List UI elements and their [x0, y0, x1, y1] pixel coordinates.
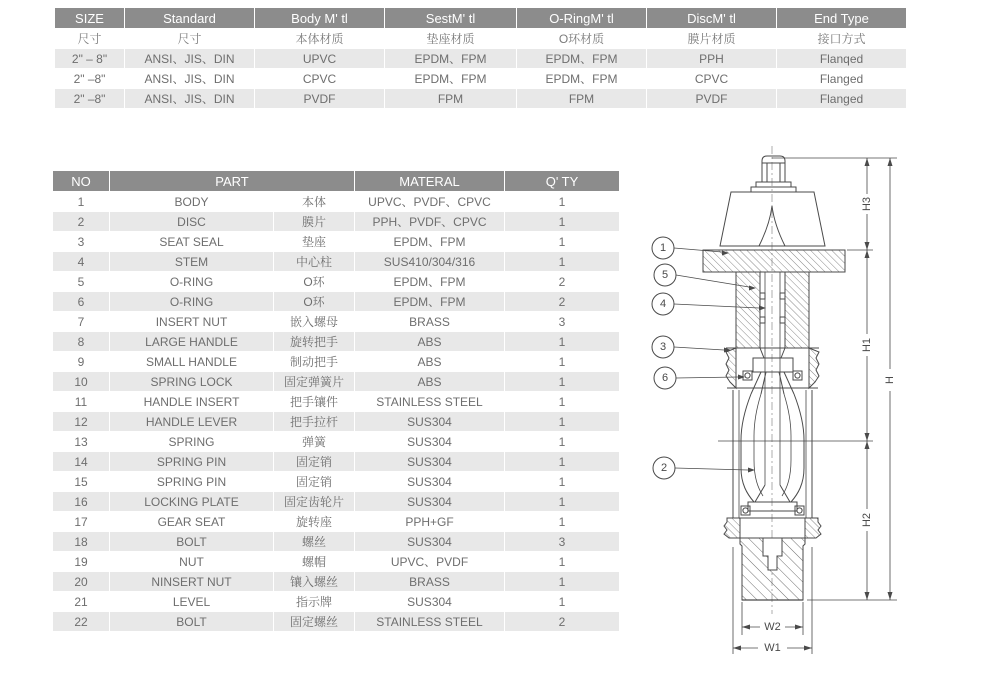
parts-cell: 19: [53, 552, 109, 571]
parts-row: [53, 592, 619, 611]
parts-cell: 螺丝: [274, 532, 354, 551]
callout-3-number: 3: [659, 341, 667, 353]
spec-col-header-cn: 尺寸: [55, 29, 124, 48]
parts-cell: 8: [53, 332, 109, 351]
dim-label-h1: H1: [861, 337, 873, 353]
parts-cell: HANDLE LEVER: [110, 412, 273, 431]
parts-cell: 把手拉杆: [274, 412, 354, 431]
parts-cell: 1: [505, 252, 619, 271]
parts-cell: 镶入螺丝: [274, 572, 354, 591]
parts-cell: 15: [53, 472, 109, 491]
spec-col-header-cn: 尺寸: [125, 29, 254, 48]
parts-cell: ABS: [355, 332, 504, 351]
spec-cell: FPM: [385, 89, 516, 108]
parts-cell: HANDLE INSERT: [110, 392, 273, 411]
spec-col-header: O-RingM' tl: [517, 8, 646, 28]
parts-col-header-qty: Q' TY: [505, 171, 619, 191]
parts-cell: 膜片: [274, 212, 354, 231]
parts-table-body: [53, 171, 619, 631]
spec-row: [55, 49, 906, 68]
parts-cell: DISC: [110, 212, 273, 231]
parts-col-header-material: MATERAL: [355, 171, 504, 191]
parts-cell: EPDM、FPM: [355, 232, 504, 251]
parts-cell: SMALL HANDLE: [110, 352, 273, 371]
dim-label-h: H: [884, 376, 896, 384]
parts-cell: PPH、PVDF、CPVC: [355, 212, 504, 231]
parts-cell: 制动把手: [274, 352, 354, 371]
parts-cell: 11: [53, 392, 109, 411]
spec-cell: FPM: [517, 89, 646, 108]
parts-cell: 垫座: [274, 232, 354, 251]
parts-cell: BOLT: [110, 612, 273, 631]
callout-2-number: 2: [660, 462, 668, 474]
spec-row: [55, 69, 906, 88]
parts-cell: 22: [53, 612, 109, 631]
parts-row: [53, 432, 619, 451]
parts-cell: 固定弹簧片: [274, 372, 354, 391]
parts-cell: 1: [505, 432, 619, 451]
spec-cell: 2" – 8": [55, 49, 124, 68]
parts-col-header-no: NO: [53, 171, 109, 191]
spec-cell: Flanged: [777, 69, 906, 88]
parts-cell: 1: [505, 332, 619, 351]
parts-row: [53, 292, 619, 311]
parts-row: [53, 412, 619, 431]
spec-col-header: SestM' tl: [385, 8, 516, 28]
spec-col-header: DiscM' tl: [647, 8, 776, 28]
dim-label-w1: W1: [764, 642, 781, 654]
callout-5: [654, 264, 676, 286]
spec-cell: PPH: [647, 49, 776, 68]
parts-cell: 固定销: [274, 452, 354, 471]
spec-cell: UPVC: [255, 49, 384, 68]
parts-col-header-part: PART: [110, 171, 354, 191]
parts-cell: 1: [505, 572, 619, 591]
dim-label-w2: W2: [764, 621, 781, 633]
parts-row: [53, 332, 619, 351]
spec-table-body: [55, 8, 906, 108]
spec-col-header: End Type: [777, 8, 906, 28]
parts-cell: SPRING: [110, 432, 273, 451]
parts-cell: 2: [505, 612, 619, 631]
parts-cell: 1: [505, 512, 619, 531]
parts-cell: 2: [53, 212, 109, 231]
parts-cell: 嵌入螺母: [274, 312, 354, 331]
parts-cell: 21: [53, 592, 109, 611]
parts-row: [53, 192, 619, 211]
spec-col-header-cn: 膜片材质: [647, 29, 776, 48]
parts-cell: UPVC、PVDF: [355, 552, 504, 571]
parts-table: [52, 170, 620, 632]
parts-cell: SPRING PIN: [110, 452, 273, 471]
parts-cell: 固定齿轮片: [274, 492, 354, 511]
spec-row: [55, 89, 906, 108]
spec-cell: EPDM、FPM: [517, 69, 646, 88]
parts-cell: 1: [505, 472, 619, 491]
parts-cell: SUS304: [355, 592, 504, 611]
parts-cell: 1: [53, 192, 109, 211]
parts-cell: SUS304: [355, 412, 504, 431]
parts-cell: 1: [505, 352, 619, 371]
parts-cell: STEM: [110, 252, 273, 271]
parts-cell: 本体: [274, 192, 354, 211]
parts-cell: O-RING: [110, 292, 273, 311]
spec-cell: ANSI、JIS、DIN: [125, 69, 254, 88]
parts-cell: NINSERT NUT: [110, 572, 273, 591]
parts-row: [53, 552, 619, 571]
parts-cell: SUS304: [355, 432, 504, 451]
parts-row: [53, 512, 619, 531]
parts-cell: 1: [505, 392, 619, 411]
parts-cell: BRASS: [355, 312, 504, 331]
spec-cell: CPVC: [647, 69, 776, 88]
parts-row: [53, 392, 619, 411]
parts-cell: SUS304: [355, 532, 504, 551]
parts-cell: 1: [505, 232, 619, 251]
parts-cell: 弹簧: [274, 432, 354, 451]
parts-cell: 1: [505, 212, 619, 231]
spec-cell: 2" –8": [55, 69, 124, 88]
callout-1: [652, 237, 674, 259]
parts-cell: SUS304: [355, 472, 504, 491]
parts-cell: 2: [505, 292, 619, 311]
parts-cell: NUT: [110, 552, 273, 571]
parts-row: [53, 352, 619, 371]
spec-cell: Flanged: [777, 89, 906, 108]
parts-cell: INSERT NUT: [110, 312, 273, 331]
callout-4-number: 4: [659, 298, 667, 310]
parts-cell: 2: [505, 272, 619, 291]
parts-cell: STAINLESS STEEL: [355, 392, 504, 411]
spec-cell: ANSI、JIS、DIN: [125, 89, 254, 108]
parts-cell: ABS: [355, 352, 504, 371]
parts-cell: SPRING LOCK: [110, 372, 273, 391]
parts-cell: 17: [53, 512, 109, 531]
parts-cell: 9: [53, 352, 109, 371]
parts-row: [53, 532, 619, 551]
parts-row: [53, 472, 619, 491]
spec-cell: ANSI、JIS、DIN: [125, 49, 254, 68]
dim-label-h3: H3: [861, 196, 873, 212]
parts-cell: 1: [505, 412, 619, 431]
parts-row: [53, 372, 619, 391]
parts-cell: 指示牌: [274, 592, 354, 611]
parts-cell: 1: [505, 372, 619, 391]
parts-cell: O环: [274, 272, 354, 291]
parts-cell: LOCKING PLATE: [110, 492, 273, 511]
parts-cell: 14: [53, 452, 109, 471]
parts-cell: O-RING: [110, 272, 273, 291]
parts-cell: 1: [505, 592, 619, 611]
spec-col-header-cn: 接口方式: [777, 29, 906, 48]
parts-cell: BRASS: [355, 572, 504, 591]
parts-cell: SUS304: [355, 452, 504, 471]
spec-col-header: SIZE: [55, 8, 124, 28]
parts-cell: SPRING PIN: [110, 472, 273, 491]
parts-cell: 4: [53, 252, 109, 271]
parts-cell: 把手镶件: [274, 392, 354, 411]
spec-cell: CPVC: [255, 69, 384, 88]
spec-cell: Flanqed: [777, 49, 906, 68]
callout-3: [652, 336, 674, 358]
parts-cell: O环: [274, 292, 354, 311]
spec-cell: EPDM、FPM: [385, 69, 516, 88]
spec-cell: EPDM、FPM: [517, 49, 646, 68]
parts-cell: 5: [53, 272, 109, 291]
parts-row: [53, 492, 619, 511]
parts-cell: ABS: [355, 372, 504, 391]
parts-row: [53, 272, 619, 291]
parts-cell: 1: [505, 452, 619, 471]
spec-col-header: Body M' tl: [255, 8, 384, 28]
parts-cell: 12: [53, 412, 109, 431]
spec-cell: PVDF: [255, 89, 384, 108]
parts-cell: SEAT SEAL: [110, 232, 273, 251]
callout-5-number: 5: [661, 269, 669, 281]
parts-row: [53, 572, 619, 591]
parts-cell: GEAR SEAT: [110, 512, 273, 531]
parts-cell: 3: [53, 232, 109, 251]
parts-cell: SUS304: [355, 492, 504, 511]
spec-table: [54, 7, 907, 109]
parts-row: [53, 252, 619, 271]
parts-cell: 3: [505, 532, 619, 551]
callouts: [652, 237, 676, 479]
parts-cell: 16: [53, 492, 109, 511]
parts-row: [53, 452, 619, 471]
spec-col-header-cn: 垫座材质: [385, 29, 516, 48]
parts-cell: BOLT: [110, 532, 273, 551]
parts-row: [53, 232, 619, 251]
parts-cell: 7: [53, 312, 109, 331]
spec-header-row: [55, 8, 906, 28]
valve-outline: [703, 156, 845, 600]
parts-cell: 1: [505, 192, 619, 211]
parts-cell: 6: [53, 292, 109, 311]
parts-cell: EPDM、FPM: [355, 272, 504, 291]
parts-row: [53, 312, 619, 331]
parts-cell: 旋转把手: [274, 332, 354, 351]
dim-label-h2: H2: [861, 512, 873, 528]
spec-col-header: Standard: [125, 8, 254, 28]
parts-cell: 18: [53, 532, 109, 551]
parts-cell: 中心柱: [274, 252, 354, 271]
parts-header-row: [53, 171, 619, 191]
parts-cell: STAINLESS STEEL: [355, 612, 504, 631]
spec-cell: EPDM、FPM: [385, 49, 516, 68]
parts-row: [53, 212, 619, 231]
parts-cell: EPDM、FPM: [355, 292, 504, 311]
parts-cell: LEVEL: [110, 592, 273, 611]
parts-cell: SUS410/304/316: [355, 252, 504, 271]
parts-cell: 固定销: [274, 472, 354, 491]
callout-6-number: 6: [661, 372, 669, 384]
parts-cell: 20: [53, 572, 109, 591]
parts-cell: 固定螺丝: [274, 612, 354, 631]
spec-header-row-cn: [55, 29, 906, 48]
callout-1-number: 1: [659, 242, 667, 254]
parts-cell: 旋转座: [274, 512, 354, 531]
parts-cell: 10: [53, 372, 109, 391]
spec-col-header-cn: O环材质: [517, 29, 646, 48]
parts-cell: LARGE HANDLE: [110, 332, 273, 351]
parts-cell: 1: [505, 552, 619, 571]
spec-cell: PVDF: [647, 89, 776, 108]
spec-col-header-cn: 本体材质: [255, 29, 384, 48]
parts-cell: 13: [53, 432, 109, 451]
callout-2: [653, 457, 675, 479]
parts-cell: 3: [505, 312, 619, 331]
valve-cross-section-drawing: [615, 140, 1000, 670]
parts-row: [53, 612, 619, 631]
callout-6: [654, 367, 676, 389]
callout-4: [652, 293, 674, 315]
parts-cell: 1: [505, 492, 619, 511]
parts-cell: 螺帽: [274, 552, 354, 571]
parts-cell: BODY: [110, 192, 273, 211]
spec-cell: 2" –8": [55, 89, 124, 108]
parts-cell: PPH+GF: [355, 512, 504, 531]
parts-cell: UPVC、PVDF、CPVC: [355, 192, 504, 211]
